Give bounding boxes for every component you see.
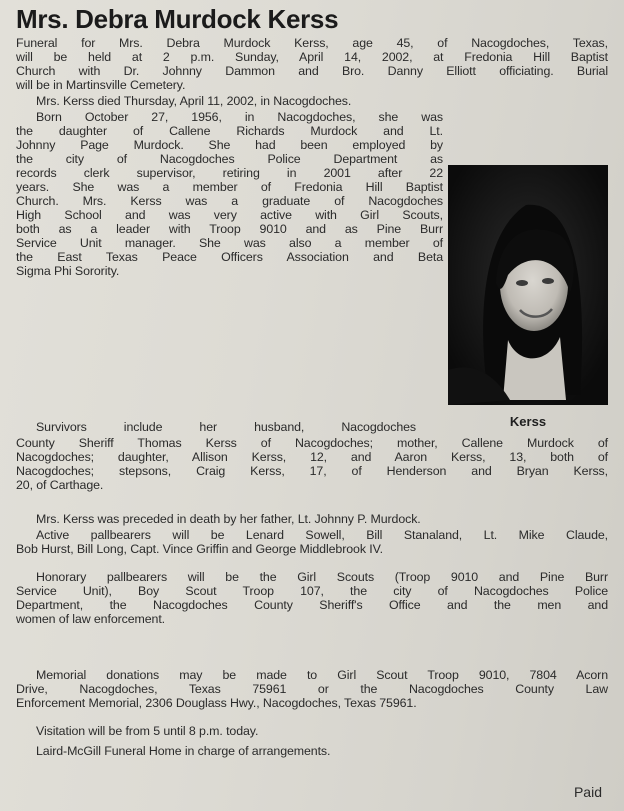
body-line: Visitation will be from 5 until 8 p.m. today. [36,724,259,738]
body-line: Mrs. Kerss was preceded in death by her father, Lt. Johnny P. Murdock. [36,512,421,526]
body-line: Service Unit), Boy Scout Troop 107, the city of Nacogdoches Police [16,584,608,598]
body-line: Nacogdoches; daughter, Allison Kerss, 12, and Aaron Kerss, 13, both of [16,450,608,464]
body-line: Church. Mrs. Kerss was a graduate of Nacogdoches [16,194,443,208]
body-line: Bob Hurst, Bill Long, Capt. Vince Griffin and George Middlebrook IV. [16,542,383,556]
body-line: both as a leader with Troop 9010 and as Pine Burr [16,222,443,236]
body-line: Mrs. Kerss died Thursday, April 11, 2002, in Nacogdoches. [36,94,352,108]
portrait-photo [448,165,608,405]
body-line: High School and was very active with Girl Scouts, [16,208,443,222]
body-line: records clerk supervisor, retiring in 2001 after 22 [16,166,443,180]
body-line: the city of Nacogdoches Police Department as [16,152,443,166]
body-line: Sigma Phi Sorority. [16,264,120,278]
body-line: women of law enforcement. [16,612,166,626]
body-line: the East Texas Peace Officers Association and Beta [16,250,443,264]
paid-notice-label: Paid [573,784,602,800]
body-line: Department, the Nacogdoches County Sheriff's Office and the men and [16,598,608,612]
photo-caption: Kerss [509,414,547,429]
body-line: Drive, Nacogdoches, Texas 75961 or the Nacogdoches County Law [16,682,608,696]
body-line: 20, of Carthage. [16,478,104,492]
body-line: County Sheriff Thomas Kerss of Nacogdoches; mother, Callene Murdock of [16,436,608,450]
body-line: Honorary pallbearers will be the Girl Scouts (Troop 9010 and Pine Burr [36,570,608,584]
obituary-headline: Mrs. Debra Murdock Kerss [16,4,339,34]
body-line: Funeral for Mrs. Debra Murdock Kerss, age 45, of Nacogdoches, Texas, [16,36,608,50]
body-line: Service Unit manager. She was also a member of [16,236,443,250]
body-line: Laird-McGill Funeral Home in charge of arrangements. [36,744,331,758]
body-line: will be held at 2 p.m. Sunday, April 14, 2002, at Fredonia Hill Baptist [16,50,608,64]
body-line: Born October 27, 1956, in Nacogdoches, she was [36,110,443,124]
portrait-image [448,165,608,405]
body-line: Enforcement Memorial, 2306 Douglass Hwy., Nacogdoches, Texas 75961. [16,696,417,710]
body-line: Survivors include her husband, Nacogdoches [36,420,416,434]
body-line: years. She was a member of Fredonia Hill Baptist [16,180,443,194]
body-line: Church with Dr. Johnny Dammon and Bro. Danny Elliott officiating. Burial [16,64,608,78]
body-line: Nacogdoches; stepsons, Craig Kerss, 17, of Henderson and Bryan Kerss, [16,464,608,478]
body-line: Memorial donations may be made to Girl Scout Troop 9010, 7804 Acorn [36,668,608,682]
body-line: will be in Martinsville Cemetery. [16,78,186,92]
body-line: Active pallbearers will be Lenard Sowell, Bill Stanaland, Lt. Mike Claude, [36,528,608,542]
body-line: the daughter of Callene Richards Murdock and Lt. [16,124,443,138]
body-line: Johnny Page Murdock. She had been employed by [16,138,443,152]
